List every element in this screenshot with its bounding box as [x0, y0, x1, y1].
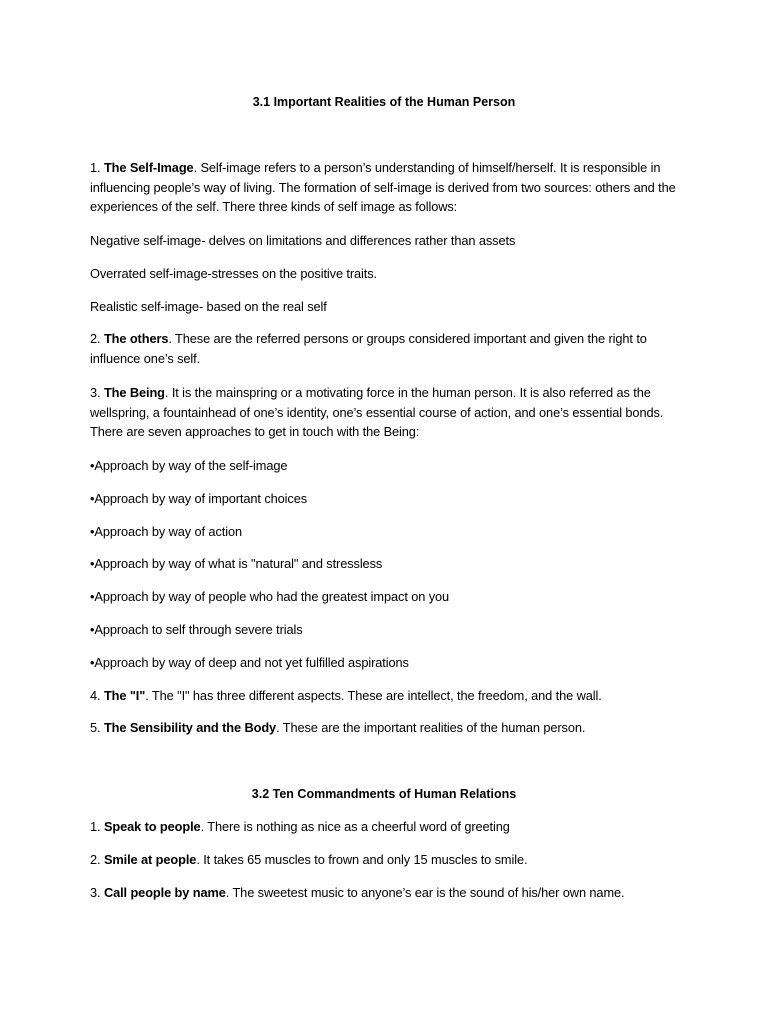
commandment-item [90, 883, 682, 903]
approach-bullet: •Approach to self through severe trials [90, 622, 303, 637]
item-term: The others [103, 331, 169, 346]
approach-bullet: •Approach by way of people who had the greatest impact on you [90, 589, 450, 604]
self-image-kind-negative: Negative self-image- delves on limitations and differences rather than assets [90, 233, 516, 248]
commandment-item [90, 850, 682, 870]
commandment-item [90, 817, 682, 837]
approach-bullet: •Approach by way of what is "natural" and stressless [90, 556, 383, 571]
item-text: . The "I" has three different aspects. These are intellect, the freedom, and the wall. [145, 688, 602, 703]
item-number: 1. [90, 160, 104, 175]
paragraph-the-being [90, 383, 682, 442]
item-number: 1. [90, 819, 104, 834]
item-term: Speak to people [103, 819, 201, 834]
item-text: . It is the mainspring or a motivating force in the human person. It is also referred as the wellspring, a fountainhead of one’s identity, one’s essential course of action, and one’s essential bonds. There are seven approaches to get in touch with the Being: [90, 385, 664, 439]
item-term: Smile at people [103, 852, 197, 867]
item-number: 3. [90, 385, 104, 400]
section-heading-3-1: 3.1 Important Realities of the Human Person [252, 95, 516, 109]
item-text: . These are the important realities of the human person. [276, 720, 586, 735]
item-text: . It takes 65 muscles to frown and only 15 muscles to smile. [196, 852, 528, 867]
section-heading-3-2: 3.2 Ten Commandments of Human Relations [251, 787, 517, 801]
item-text: . There is nothing as nice as a cheerful word of greeting [200, 819, 510, 834]
item-number: 2. [90, 852, 104, 867]
paragraph-sensibility-body [90, 718, 682, 738]
item-term: The Self-Image [103, 160, 194, 175]
paragraph-the-i [90, 686, 682, 706]
item-number: 5. [90, 720, 104, 735]
paragraph-the-others [90, 329, 682, 368]
approach-bullet: •Approach by way of the self-image [90, 458, 288, 473]
item-number: 2. [90, 331, 104, 346]
item-term: Call people by name [103, 885, 226, 900]
paragraph-self-image [90, 158, 682, 217]
item-text: . Self-image refers to a person’s understanding of himself/herself. It is responsible in influencing people’s way of living. The formation of self-image is derived from two sources: others and the experiences of the self. There three kinds of self image as follows: [90, 160, 676, 214]
item-term: The "I" [103, 688, 146, 703]
item-term: The Being [103, 385, 165, 400]
approach-bullet: •Approach by way of action [90, 524, 242, 539]
approach-bullet: •Approach by way of important choices [90, 491, 308, 506]
item-number: 4. [90, 688, 104, 703]
item-text: . The sweetest music to anyone’s ear is the sound of his/her own name. [225, 885, 625, 900]
item-number: 3. [90, 885, 104, 900]
approach-bullet: •Approach by way of deep and not yet fulfilled aspirations [90, 655, 409, 670]
self-image-kind-realistic: Realistic self-image- based on the real self [90, 299, 327, 314]
item-text: . These are the referred persons or groups considered important and given the right to influence one’s self. [90, 331, 647, 366]
self-image-kind-overrated: Overrated self-image-stresses on the positive traits. [90, 266, 378, 281]
item-term: The Sensibility and the Body [103, 720, 277, 735]
